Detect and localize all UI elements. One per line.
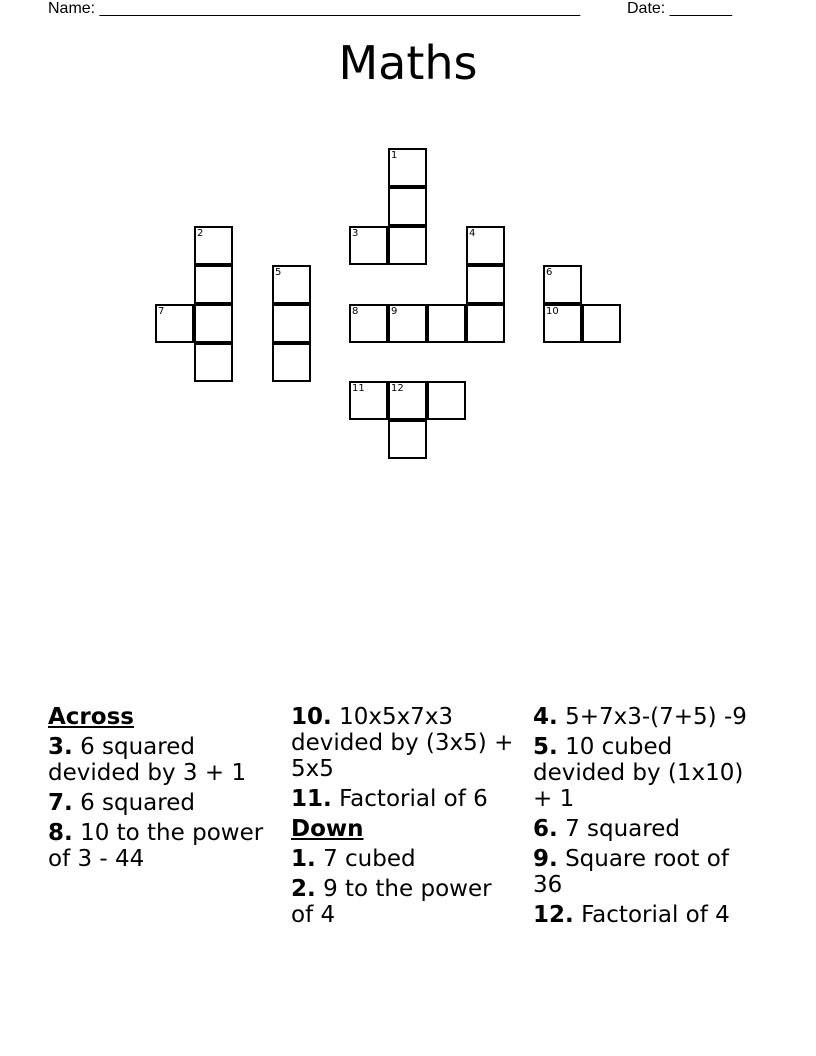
clue-num: 11.: [291, 786, 332, 812]
name-field-label: Name: ______________________________________________________: [48, 0, 581, 17]
clue-text: 9 to the power of 4: [291, 876, 492, 928]
clue-num: 12.: [533, 902, 574, 928]
clue-num: 10.: [291, 704, 332, 730]
clue-text: Factorial of 6: [339, 786, 488, 812]
crossword-cell[interactable]: [582, 304, 621, 343]
crossword-cell[interactable]: [155, 304, 194, 343]
crossword-cell[interactable]: [388, 187, 427, 226]
clue-number: 9: [391, 306, 398, 317]
crossword-cell[interactable]: [427, 381, 466, 420]
clue-number: 1: [391, 150, 398, 161]
clue-num: 4.: [533, 704, 558, 730]
clue-num: 1.: [291, 846, 316, 872]
clue-number: 2: [197, 228, 204, 239]
clue-across-3: [48, 734, 278, 786]
crossword-cell[interactable]: [388, 381, 427, 420]
clue-text: 6 squared devided by 3 + 1: [48, 734, 247, 786]
crossword-cell[interactable]: [349, 304, 388, 343]
clue-text: 10 cubed devided by (1x10) + 1: [533, 734, 744, 812]
clue-num: 6.: [533, 816, 558, 842]
clues-column-3: [533, 704, 763, 932]
crossword-cell[interactable]: [388, 304, 427, 343]
clue-number: 10: [546, 306, 559, 317]
clue-text: 5+7x3-(7+5) -9: [565, 704, 747, 730]
clue-across-7: [48, 790, 278, 816]
clue-across-8: [48, 820, 278, 872]
clue-num: 7.: [48, 790, 73, 816]
crossword-cell[interactable]: [272, 343, 311, 382]
down-heading: Down: [291, 816, 364, 842]
clue-across-10: [291, 704, 521, 782]
crossword-cell[interactable]: [194, 226, 233, 265]
clue-text: 10 to the power of 3 - 44: [48, 820, 264, 872]
clue-down-6: [533, 816, 763, 842]
clue-num: 8.: [48, 820, 73, 846]
clue-number: 6: [546, 267, 553, 278]
clue-num: 3.: [48, 734, 73, 760]
clue-text: 7 squared: [565, 816, 680, 842]
clue-number: 12: [391, 383, 404, 394]
clue-down-4: [533, 704, 763, 730]
crossword-cell[interactable]: [466, 226, 505, 265]
crossword-cell[interactable]: [194, 265, 233, 304]
crossword-cell[interactable]: [388, 226, 427, 265]
clue-down-12: [533, 902, 763, 928]
clue-number: 3: [352, 228, 359, 239]
clue-down-2: [291, 876, 521, 928]
clue-down-5: [533, 734, 763, 812]
clue-num: 5.: [533, 734, 558, 760]
clue-down-1: [291, 846, 521, 872]
crossword-cell[interactable]: [466, 304, 505, 343]
clue-num: 2.: [291, 876, 316, 902]
crossword-cell[interactable]: [543, 304, 582, 343]
clue-number: 7: [158, 306, 165, 317]
crossword-cell[interactable]: [349, 226, 388, 265]
across-heading: Across: [48, 704, 134, 730]
crossword-cell[interactable]: [272, 265, 311, 304]
crossword-cell[interactable]: [194, 343, 233, 382]
crossword-cell[interactable]: [388, 420, 427, 459]
date-field-label: Date: _______: [627, 0, 732, 17]
clue-number: 4: [469, 228, 476, 239]
clue-text: Factorial of 4: [581, 902, 730, 928]
clue-num: 9.: [533, 846, 558, 872]
crossword-cell[interactable]: [194, 304, 233, 343]
crossword-cell[interactable]: [388, 148, 427, 187]
clue-text: 7 cubed: [323, 846, 416, 872]
clues-column-2: [291, 704, 521, 932]
clue-text: 10x5x7x3 devided by (3x5) + 5x5: [291, 704, 514, 782]
crossword-cell[interactable]: [543, 265, 582, 304]
crossword-cell[interactable]: [427, 304, 466, 343]
clue-across-11: [291, 786, 521, 812]
page-title: Maths: [338, 36, 478, 90]
clues-column-1: [48, 704, 278, 876]
clue-down-9: [533, 846, 763, 898]
clue-text: Square root of 36: [533, 846, 729, 898]
crossword-cell[interactable]: [349, 381, 388, 420]
clue-number: 8: [352, 306, 359, 317]
crossword-grid: [0, 0, 816, 470]
clue-number: 5: [275, 267, 282, 278]
clue-text: 6 squared: [80, 790, 195, 816]
crossword-cell[interactable]: [466, 265, 505, 304]
crossword-cell[interactable]: [272, 304, 311, 343]
clue-number: 11: [352, 383, 365, 394]
